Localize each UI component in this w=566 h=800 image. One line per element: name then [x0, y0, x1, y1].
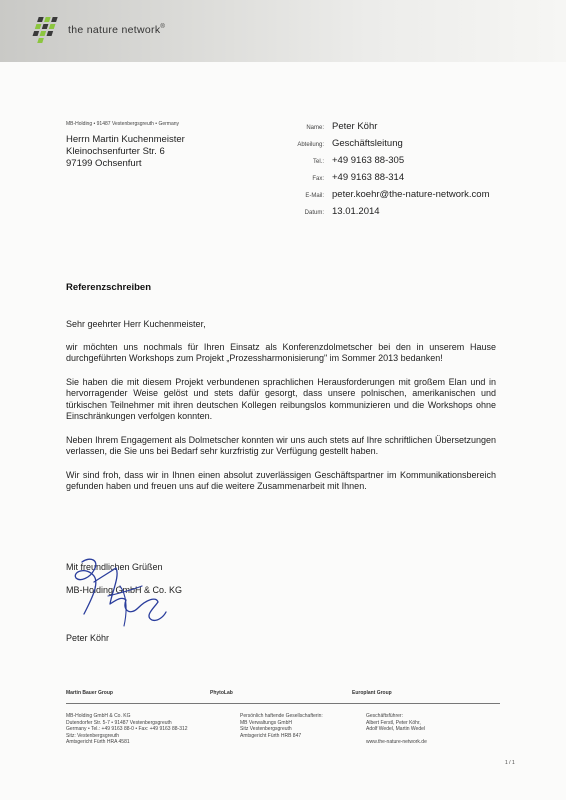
info-value: Peter Köhr — [332, 121, 378, 132]
body-paragraph: Wir sind froh, dass wir in Ihnen einen absolut zuverlässigen Geschäftspartner im Kommunikationsbereich gefunden haben und freuen uns auf die weitere Zusammenarbeit mit Ihnen. — [66, 469, 496, 491]
info-label: Datum: — [304, 210, 324, 216]
group-name: Martin Bauer Group — [66, 690, 113, 696]
footer-line: MB Verwaltungs GmbH — [240, 719, 292, 726]
info-value: +49 9163 88-314 — [332, 172, 405, 183]
footer-management-info — [366, 713, 427, 746]
closing-greeting: Mit freundlichen Grüßen — [66, 562, 163, 572]
group-name: Europlant Group — [352, 690, 392, 696]
footer-partner-info — [240, 713, 323, 739]
date-value: 13.01.2014 — [332, 206, 380, 217]
info-label: Abteilung: — [297, 142, 324, 148]
footer-line: Germany • Tel.: +49 9163 88-0 • Fax: +49 9163 88-312 — [66, 726, 188, 733]
info-label: Fax: — [312, 176, 324, 182]
footer-line: Amtsgericht Fürth HRB 847 — [240, 732, 302, 739]
info-row — [270, 172, 490, 189]
letter-body — [66, 319, 496, 505]
letter-subject: Referenzschreiben — [66, 282, 152, 293]
footer-line: Geschäftsführer: — [366, 713, 403, 719]
footer-line: MB-Holding GmbH & Co. KG — [66, 713, 131, 719]
recipient-street: Kleinochsenfurter Str. 6 — [66, 146, 165, 157]
nature-network-logo-icon — [28, 12, 62, 48]
info-row — [270, 189, 490, 206]
footer-line: Sitz: Vestenbergsgreuth — [66, 732, 120, 739]
info-value: Geschäftsleitung — [332, 138, 403, 149]
info-row — [270, 121, 490, 138]
signer-name: Peter Köhr — [66, 633, 110, 643]
footer-website[interactable]: www.the-nature-network.de — [366, 739, 427, 746]
footer-line: Amtsgericht Fürth HRA 4581 — [66, 739, 130, 746]
footer-line: Adolf Wedel, Martin Wedel — [366, 726, 426, 733]
footer-line: Dutendorfer Str. 5-7 • 91487 Vestenbergsgreuth — [66, 719, 172, 726]
brand-name — [68, 24, 165, 36]
footer-line: Persönlich haftende Gesellschafterin: — [240, 713, 323, 719]
footer-line — [366, 733, 427, 740]
info-row — [270, 155, 490, 172]
footer-groups — [66, 690, 496, 700]
footer-line: Albert Ferstl, Peter Köhr, — [366, 719, 421, 726]
salutation: Sehr geehrter Herr Kuchenmeister, — [66, 319, 206, 329]
footer-line: Sitz Vestenbergsgreuth — [240, 726, 292, 733]
body-paragraph: wir möchten uns nochmals für Ihren Einsatz als Konferenzdolmetscher bei den in unserem Hause durchgeführten Workshops zum Projekt „Prozessharmonisierung" im Sommer 2013 bedanken! — [66, 341, 496, 363]
recipient-city: 97199 Ochsenfurt — [66, 158, 142, 169]
footer-company-info — [66, 713, 188, 746]
group-name: PhytoLab — [210, 690, 233, 696]
closing-block — [66, 562, 182, 596]
recipient-address — [66, 134, 185, 170]
contact-info-block — [270, 121, 490, 223]
body-paragraph: Neben Ihrem Engagement als Dolmetscher konnten wir uns auch stets auf Ihre schriftlichen Übersetzungen verlassen, die Sie uns bei Bedarf sehr kurzfristig zur Verfügung gestellt haben. — [66, 434, 496, 456]
info-label: Name: — [306, 125, 324, 131]
brand-text: the nature network — [68, 24, 161, 36]
page-number: 1 / 1 — [505, 760, 515, 766]
info-value: +49 9163 88-305 — [332, 155, 405, 166]
recipient-name: Herrn Martin Kuchenmeister — [66, 134, 185, 145]
info-row — [270, 138, 490, 155]
info-label: E-Mail: — [305, 193, 324, 199]
body-paragraph: Sie haben die mit diesem Projekt verbundenen sprachlichen Herausforderungen mit großem Elan und in hervorragender Weise gelöst und stets dafür gesorgt, dass unsere polnischen, amerikanischen und türkischen Teilnehmer mit ihren deutschen Kollegen reibungslos kommunizieren und die Workshops ohne Einschränkungen verfolgen konnten. — [66, 376, 496, 421]
registered-mark: ® — [160, 24, 166, 30]
info-row — [270, 206, 490, 223]
closing-company: MB-Holding GmbH & Co. KG — [66, 584, 183, 595]
sender-line: MB-Holding • 91487 Vestenbergsgreuth • Germany — [66, 121, 180, 127]
info-label: Tel.: — [312, 159, 324, 165]
footer-divider — [66, 703, 500, 704]
email-value: peter.koehr@the-nature-network.com — [332, 189, 490, 200]
